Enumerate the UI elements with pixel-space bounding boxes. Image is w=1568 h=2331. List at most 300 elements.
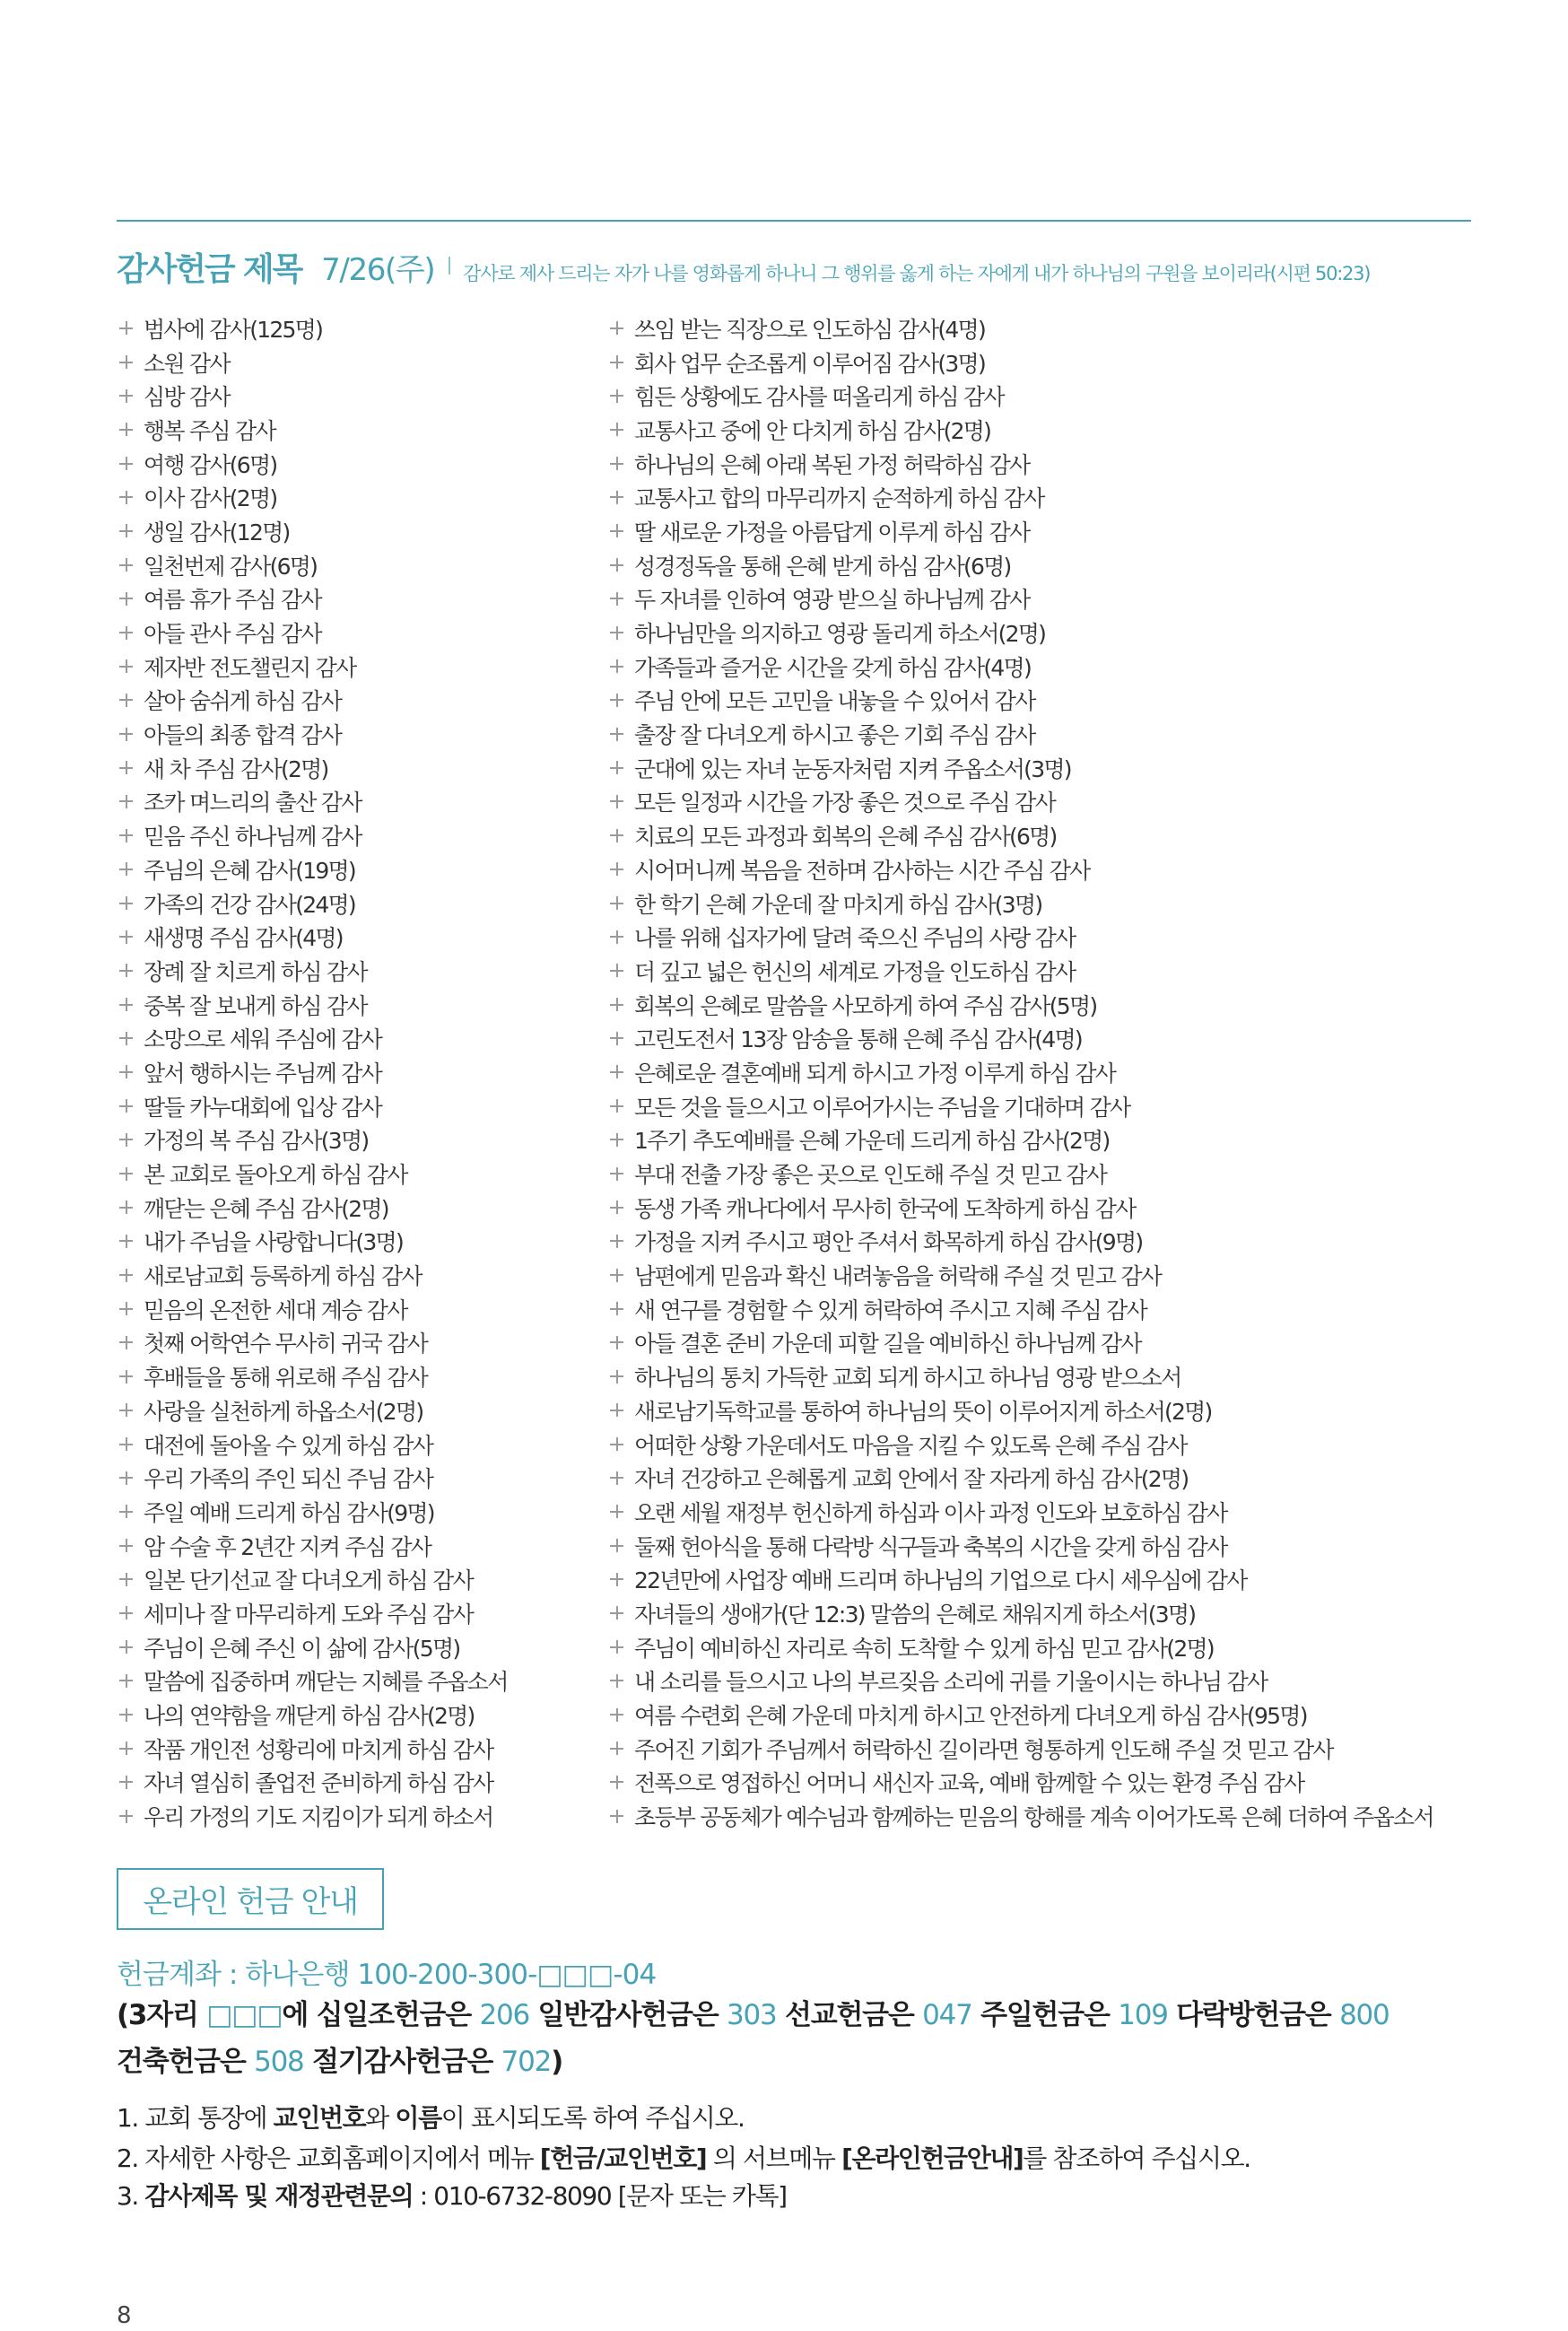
thanks-list-right [610,311,1433,1833]
thanks-item-text: 후배들을 통해 위로해 주심 감사 [144,1365,427,1392]
plus-bullet-icon [610,1674,623,1688]
thanks-item-text: 초등부 공동체가 예수님과 함께하는 믿음의 항해를 계속 이어가도록 은혜 더하여 주옵소서 [634,1804,1433,1831]
thanks-item [610,886,1433,921]
thanks-item [119,886,508,921]
thanks-item-text: 작품 개인전 성황리에 마치게 하심 감사 [144,1736,493,1763]
thanks-item [610,954,1433,988]
thanks-item-text: 새생명 주심 감사(4명) [144,925,343,952]
thanks-item-text: 암 수술 후 2년간 지켜 주심 감사 [144,1533,431,1560]
page-header [117,244,1370,287]
plus-bullet-icon [610,1167,623,1181]
thanks-item-text: 모든 일정과 시간을 가장 좋은 것으로 주심 감사 [634,790,1055,816]
note-text: 의 서브메뉴 [706,2143,842,2173]
thanks-item-text: 가정의 복 주심 감사(3명) [144,1128,369,1155]
thanks-item [119,1495,508,1529]
plus-bullet-icon [610,659,623,673]
thanks-item [119,514,508,548]
thanks-item [610,1258,1433,1292]
plus-bullet-icon [119,1640,133,1654]
thanks-item [119,480,508,514]
note-text: 를 참조하여 주십시오. [1023,2143,1250,2173]
thanks-item-text: 범사에 감사(125명) [144,316,323,343]
thanks-item-text: 대전에 돌아올 수 있게 하심 감사 [144,1432,433,1459]
code-label: 선교헌금은 [785,1999,914,2031]
thanks-item-text: 남편에게 믿음과 확신 내려놓음을 허락해 주실 것 믿고 감사 [634,1263,1162,1290]
thanks-item [610,1495,1433,1529]
thanks-item [119,1021,508,1055]
thanks-item-text: 주님이 예비하신 자리로 속히 도착할 수 있게 하심 믿고 감사(2명) [634,1635,1214,1662]
code-value: 702 [501,2046,552,2078]
code-value: 047 [922,1999,972,2031]
plus-bullet-icon [610,1640,623,1654]
plus-bullet-icon [610,491,623,504]
plus-bullet-icon [119,659,133,673]
thanks-item-text: 가정을 지켜 주시고 평안 주셔서 화목하게 하심 감사(9명) [634,1229,1143,1256]
thanks-item [610,548,1433,582]
thanks-item-text: 하나님만을 의지하고 영광 돌리게 하소서(2명) [634,621,1046,648]
thanks-item [119,615,508,650]
code-label: 십일조헌금은 [316,1999,471,2031]
thanks-item-text: 어떠한 상황 가운데서도 마음을 지킬 수 있도록 은혜 주심 감사 [634,1432,1187,1459]
plus-bullet-icon [610,1200,623,1214]
thanks-item-text: 하나님의 통치 가득한 교회 되게 하시고 하나님 영광 받으소서 [634,1365,1181,1392]
page-title: 감사헌금 제목 [117,251,302,288]
thanks-item-text: 심방 감사 [144,384,230,411]
thanks-item-text: 은혜로운 결혼예배 되게 하시고 가정 이루게 하심 감사 [634,1060,1116,1087]
plus-bullet-icon [119,626,133,640]
thanks-item [119,447,508,481]
plus-bullet-icon [119,998,133,1011]
thanks-item-text: 하나님의 은혜 아래 복된 가정 허락하심 감사 [634,451,1030,478]
plus-bullet-icon [119,321,133,335]
thanks-item [610,1766,1433,1800]
thanks-item-text: 자녀들의 생애가(단 12:3) 말씀의 은혜로 채워지게 하소서(3명) [634,1601,1196,1628]
thanks-item [119,1562,508,1596]
thanks-item-text: 중복 잘 보내게 하심 감사 [144,992,367,1019]
thanks-item [610,1630,1433,1664]
thanks-item-text: 부대 전출 가장 좋은 곳으로 인도해 주실 것 믿고 감사 [634,1162,1107,1189]
plus-bullet-icon [119,558,133,572]
thanks-item [119,1359,508,1393]
codes-boxes: □□□ [206,1999,283,2031]
thanks-item-text: 믿음의 온전한 세대 계승 감사 [144,1296,407,1323]
plus-bullet-icon [610,1269,623,1282]
plus-bullet-icon [119,862,133,876]
plus-bullet-icon [119,896,133,910]
thanks-item [119,1055,508,1089]
thanks-item [119,1258,508,1292]
plus-bullet-icon [119,728,133,741]
thanks-item [610,1089,1433,1123]
plus-bullet-icon [610,964,623,977]
plus-bullet-icon [119,592,133,606]
thanks-item-text: 믿음 주신 하나님께 감사 [144,824,362,851]
thanks-item [119,1393,508,1427]
plus-bullet-icon [119,1403,133,1417]
thanks-item [610,311,1433,345]
plus-bullet-icon [610,728,623,741]
plus-bullet-icon [610,1539,623,1552]
thanks-item [119,379,508,413]
note-2 [117,2141,1250,2177]
code-value: 303 [727,1999,777,2031]
thanks-item-text: 두 자녀를 인하여 영광 받으실 하나님께 감사 [634,587,1030,614]
header-verse: 감사로 제사 드리는 자가 나를 영화롭게 하나니 그 행위를 옳게 하는 자에게 내가 하나님의 구원을 보이리라(시편 50:23) [463,263,1371,284]
note-text: 1. 교회 통장에 [117,2103,274,2133]
thanks-item-text: 둘째 헌아식을 통해 다락방 식구들과 축복의 시간을 갖게 하심 감사 [634,1533,1227,1560]
thanks-item-text: 1주기 추도예배를 은혜 가운데 드리게 하심 감사(2명) [634,1128,1110,1155]
plus-bullet-icon [119,1810,133,1823]
thanks-item [610,1292,1433,1326]
plus-bullet-icon [610,423,623,436]
thanks-item [119,1427,508,1462]
thanks-item [610,1326,1433,1360]
thanks-item [610,751,1433,785]
online-offering-heading-text: 온라인 헌금 안내 [143,1884,358,1920]
plus-bullet-icon [610,1437,623,1451]
code-label: 절기감사헌금은 [312,2046,493,2078]
plus-bullet-icon [610,795,623,808]
note-3 [117,2178,787,2214]
plus-bullet-icon [119,1269,133,1282]
thanks-item [610,1055,1433,1089]
thanks-item-text: 자녀 건강하고 은혜롭게 교회 안에서 잘 자라게 하심 감사(2명) [634,1466,1189,1493]
plus-bullet-icon [610,1606,623,1619]
thanks-item [119,311,508,345]
note-text: 3. [117,2181,145,2211]
header-divider [117,220,1471,222]
note-1 [117,2100,745,2136]
thanks-item-text: 새 차 주심 감사(2명) [144,755,328,782]
thanks-item [610,1664,1433,1698]
thanks-item [119,1799,508,1833]
page-number: 8 [117,2302,132,2329]
thanks-item-text: 가족의 건강 감사(24명) [144,891,355,918]
thanks-item [610,514,1433,548]
thanks-item [119,582,508,616]
thanks-item-text: 소원 감사 [144,350,230,377]
plus-bullet-icon [610,626,623,640]
thanks-item [119,1529,508,1563]
thanks-item-text: 나의 연약함을 깨닫게 하심 감사(2명) [144,1703,475,1730]
thanks-item-text: 조카 며느리의 출산 감사 [144,790,362,816]
thanks-item [610,1529,1433,1563]
plus-bullet-icon [119,1539,133,1552]
plus-bullet-icon [610,592,623,606]
thanks-item [610,920,1433,954]
thanks-item [610,1123,1433,1157]
thanks-item [119,345,508,380]
thanks-item [610,1021,1433,1055]
thanks-item-text: 세미나 잘 마무리하게 도와 주심 감사 [144,1601,473,1628]
thanks-item-text: 이사 감사(2명) [144,485,277,512]
thanks-item-text: 시어머니께 복음을 전하며 감사하는 시간 주심 감사 [634,857,1090,884]
thanks-item-text: 힘든 상황에도 감사를 떠올리게 하심 감사 [634,384,1004,411]
thanks-item-text: 앞서 행하시는 주님께 감사 [144,1060,381,1087]
thanks-item [119,1732,508,1766]
thanks-item [119,650,508,684]
thanks-item [610,1698,1433,1732]
plus-bullet-icon [119,1099,133,1113]
codes-intro: (3자리 [117,1999,198,2031]
thanks-item-text: 모든 것을 들으시고 이루어가시는 주님을 기대하며 감사 [634,1094,1130,1121]
code-label: 다락방헌금은 [1176,1999,1331,2031]
thanks-item [119,717,508,751]
plus-bullet-icon [610,1133,623,1147]
note-bold: [온라인헌금안내] [841,2143,1024,2173]
plus-bullet-icon [610,558,623,572]
offering-codes-line-1 [117,1995,1389,2035]
thanks-item-text: 전폭으로 영접하신 어머니 새신자 교육, 예배 함께할 수 있는 환경 주심 감사 [634,1770,1304,1797]
thanks-item-text: 쓰임 받는 직장으로 인도하심 감사(4명) [634,316,985,343]
plus-bullet-icon [119,1606,133,1619]
thanks-item [119,818,508,852]
plus-bullet-icon [119,1505,133,1518]
plus-bullet-icon [610,321,623,335]
thanks-item-text: 우리 가정의 기도 지킴이가 되게 하소서 [144,1804,493,1831]
plus-bullet-icon [119,930,133,944]
thanks-item-text: 한 학기 은혜 가운데 잘 마치게 하심 감사(3명) [634,891,1042,918]
plus-bullet-icon [610,694,623,707]
thanks-item [610,615,1433,650]
thanks-item [610,1427,1433,1462]
thanks-item [610,1157,1433,1191]
thanks-item [119,1698,508,1732]
thanks-item [610,1799,1433,1833]
plus-bullet-icon [119,1065,133,1078]
note-text: : 010-6732-8090 [문자 또는 카톡] [413,2181,787,2211]
thanks-item [610,717,1433,751]
thanks-item-text: 아들 관사 주심 감사 [144,621,321,648]
thanks-item-text: 주님 안에 모든 고민을 내놓을 수 있어서 감사 [634,688,1035,715]
note-text: 2. 자세한 사항은 교회홈페이지에서 메뉴 [117,2143,540,2173]
thanks-item-text: 내가 주님을 사랑합니다(3명) [144,1229,403,1256]
thanks-item [610,1359,1433,1393]
thanks-item-text: 동생 가족 캐나다에서 무사히 한국에 도착하게 하심 감사 [634,1195,1136,1222]
thanks-item [119,751,508,785]
thanks-item [119,1292,508,1326]
thanks-item-text: 제자반 전도챌린지 감사 [144,654,356,681]
thanks-item-text: 주일 예배 드리게 하심 감사(9명) [144,1499,434,1526]
plus-bullet-icon [610,930,623,944]
thanks-item [119,684,508,718]
thanks-item [610,480,1433,514]
plus-bullet-icon [119,1200,133,1214]
note-bold: 교인번호 [273,2103,366,2133]
thanks-item [610,413,1433,447]
plus-bullet-icon [610,524,623,537]
plus-bullet-icon [119,1370,133,1384]
thanks-item-text: 아들의 최종 합격 감사 [144,722,342,749]
thanks-item-text: 우리 가족의 주인 되신 주님 감사 [144,1466,433,1493]
thanks-item [610,1461,1433,1495]
thanks-item-text: 새로남교회 등록하게 하심 감사 [144,1263,422,1290]
thanks-item-text: 나를 위해 십자가에 달려 죽으신 주님의 사랑 감사 [634,925,1076,952]
code-value: 800 [1339,1999,1389,2031]
plus-bullet-icon [610,896,623,910]
note-bold: 감사제목 및 재정관련문의 [144,2181,414,2211]
thanks-item [610,684,1433,718]
thanks-item [119,1766,508,1800]
thanks-item-text: 새 연구를 경험할 수 있게 허락하여 주시고 지혜 주심 감사 [634,1296,1146,1323]
plus-bullet-icon [119,829,133,842]
plus-bullet-icon [119,1708,133,1722]
plus-bullet-icon [119,1032,133,1045]
plus-bullet-icon [119,1133,133,1147]
online-offering-heading [117,1868,384,1930]
plus-bullet-icon [610,862,623,876]
thanks-item-text: 첫째 어학연수 무사히 귀국 감사 [144,1331,427,1358]
note-text: 이 표시되도록 하여 주십시오. [440,2103,745,2133]
plus-bullet-icon [610,1573,623,1586]
plus-bullet-icon [610,1336,623,1349]
thanks-item [119,954,508,988]
thanks-item-text: 출장 잘 다녀오게 하시고 좋은 기회 주심 감사 [634,722,1035,749]
plus-bullet-icon [610,457,623,470]
codes-intro-suffix: 에 [282,1999,309,2031]
thanks-item-text: 주님의 은혜 감사(19명) [144,857,355,884]
plus-bullet-icon [119,1471,133,1485]
thanks-item [119,1089,508,1123]
thanks-item [119,1630,508,1664]
thanks-item [119,548,508,582]
thanks-item-text: 장례 잘 치르게 하심 감사 [144,958,367,985]
code-value: 206 [479,1999,529,2031]
thanks-item-text: 오랜 세월 재정부 헌신하게 하심과 이사 과정 인도와 보호하심 감사 [634,1499,1227,1526]
thanks-item [119,852,508,886]
thanks-item [119,920,508,954]
thanks-item [119,1461,508,1495]
thanks-item-text: 말씀에 집중하며 깨닫는 지혜를 주옵소서 [144,1669,508,1696]
plus-bullet-icon [610,1302,623,1315]
thanks-item-text: 고린도전서 13장 암송을 통해 은혜 주심 감사(4명) [634,1026,1082,1053]
codes-close: ) [551,2046,563,2078]
plus-bullet-icon [610,389,623,403]
plus-bullet-icon [119,964,133,977]
thanks-list-left [119,311,508,1833]
thanks-item [119,1157,508,1191]
offering-codes-line-2 [117,2042,562,2082]
thanks-item [610,345,1433,380]
plus-bullet-icon [119,1776,133,1789]
plus-bullet-icon [119,457,133,470]
thanks-item [119,413,508,447]
thanks-item-text: 생일 감사(12명) [144,519,290,546]
note-bold: [헌금/교인번호] [539,2143,707,2173]
thanks-item-text: 새로남기독학교를 통하여 하나님의 뜻이 이루어지게 하소서(2명) [634,1398,1212,1425]
thanks-item-text: 본 교회로 돌아오게 하심 감사 [144,1162,407,1189]
plus-bullet-icon [119,1302,133,1315]
plus-bullet-icon [119,1235,133,1248]
offering-account: 헌금계좌 : 하나은행 100-200-300-□□□-04 [117,1959,657,1991]
plus-bullet-icon [610,761,623,774]
thanks-item-text: 22년만에 사업장 예배 드리며 하나님의 기업으로 다시 세우심에 감사 [634,1567,1247,1594]
plus-bullet-icon [610,1403,623,1417]
page-date: 7/26(주) [321,252,435,288]
thanks-item-text: 아들 결혼 준비 가운데 피할 길을 예비하신 하나님께 감사 [634,1331,1141,1358]
thanks-item [119,1123,508,1157]
thanks-item [119,1225,508,1259]
thanks-item [610,988,1433,1022]
note-text: 와 [365,2103,396,2133]
thanks-item-text: 일본 단기선교 잘 다녀오게 하심 감사 [144,1567,473,1594]
plus-bullet-icon [610,1099,623,1113]
thanks-item [610,785,1433,819]
thanks-item [610,1393,1433,1427]
thanks-item-text: 여름 수련회 은혜 가운데 마치게 하시고 안전하게 다녀오게 하심 감사(95명) [634,1703,1307,1730]
thanks-item [119,1326,508,1360]
thanks-item-text: 행복 주심 감사 [144,417,275,444]
thanks-item-text: 내 소리를 들으시고 나의 부르짖음 소리에 귀를 기울이시는 하나님 감사 [634,1669,1267,1696]
thanks-item [610,852,1433,886]
thanks-item-text: 깨닫는 은혜 주심 감사(2명) [144,1195,388,1222]
plus-bullet-icon [610,1235,623,1248]
plus-bullet-icon [610,998,623,1011]
thanks-item-text: 군대에 있는 자녀 눈동자처럼 지켜 주옵소서(3명) [634,755,1071,782]
plus-bullet-icon [610,1471,623,1485]
plus-bullet-icon [119,355,133,369]
thanks-item-text: 회사 업무 순조롭게 이루어짐 감사(3명) [634,350,985,377]
thanks-item [119,1191,508,1225]
plus-bullet-icon [119,1742,133,1755]
plus-bullet-icon [119,491,133,504]
code-label: 주일헌금은 [980,1999,1110,2031]
plus-bullet-icon [610,1708,623,1722]
plus-bullet-icon [610,1370,623,1384]
thanks-item-text: 딸 새로운 가정을 아름답게 이루게 하심 감사 [634,519,1030,546]
plus-bullet-icon [610,1065,623,1078]
plus-bullet-icon [119,1336,133,1349]
thanks-item [610,650,1433,684]
thanks-item [610,1596,1433,1630]
code-label: 건축헌금은 [117,2046,246,2078]
thanks-item [119,988,508,1022]
plus-bullet-icon [119,1437,133,1451]
thanks-item [610,379,1433,413]
plus-bullet-icon [610,1032,623,1045]
plus-bullet-icon [119,524,133,537]
thanks-item-text: 여행 감사(6명) [144,451,277,478]
thanks-item-text: 가족들과 즐거운 시간을 갖게 하심 감사(4명) [634,654,1031,681]
thanks-item [610,1225,1433,1259]
code-label: 일반감사헌금은 [537,1999,719,2031]
plus-bullet-icon [119,761,133,774]
thanks-item-text: 주님이 은혜 주신 이 삶에 감사(5명) [144,1635,460,1662]
plus-bullet-icon [610,1742,623,1755]
code-value: 109 [1118,1999,1168,2031]
thanks-item-text: 치료의 모든 과정과 회복의 은혜 주심 감사(6명) [634,824,1057,851]
thanks-item-text: 자녀 열심히 졸업전 준비하게 하심 감사 [144,1770,493,1797]
plus-bullet-icon [610,829,623,842]
plus-bullet-icon [610,1776,623,1789]
plus-bullet-icon [610,355,623,369]
thanks-item-text: 소망으로 세워 주심에 감사 [144,1026,381,1053]
thanks-item-text: 성경정독을 통해 은혜 받게 하심 감사(6명) [634,553,1011,580]
thanks-item [119,1664,508,1698]
plus-bullet-icon [119,389,133,403]
plus-bullet-icon [610,1810,623,1823]
plus-bullet-icon [119,423,133,436]
thanks-item-text: 딸들 카누대회에 입상 감사 [144,1094,381,1121]
thanks-item [610,818,1433,852]
plus-bullet-icon [119,694,133,707]
thanks-item [610,1191,1433,1225]
plus-bullet-icon [610,1505,623,1518]
thanks-item [119,1596,508,1630]
thanks-item-text: 주어진 기회가 주님께서 허락하신 길이라면 형통하게 인도해 주실 것 믿고 감사 [634,1736,1333,1763]
thanks-item [610,447,1433,481]
thanks-item-text: 일천번제 감사(6명) [144,553,318,580]
